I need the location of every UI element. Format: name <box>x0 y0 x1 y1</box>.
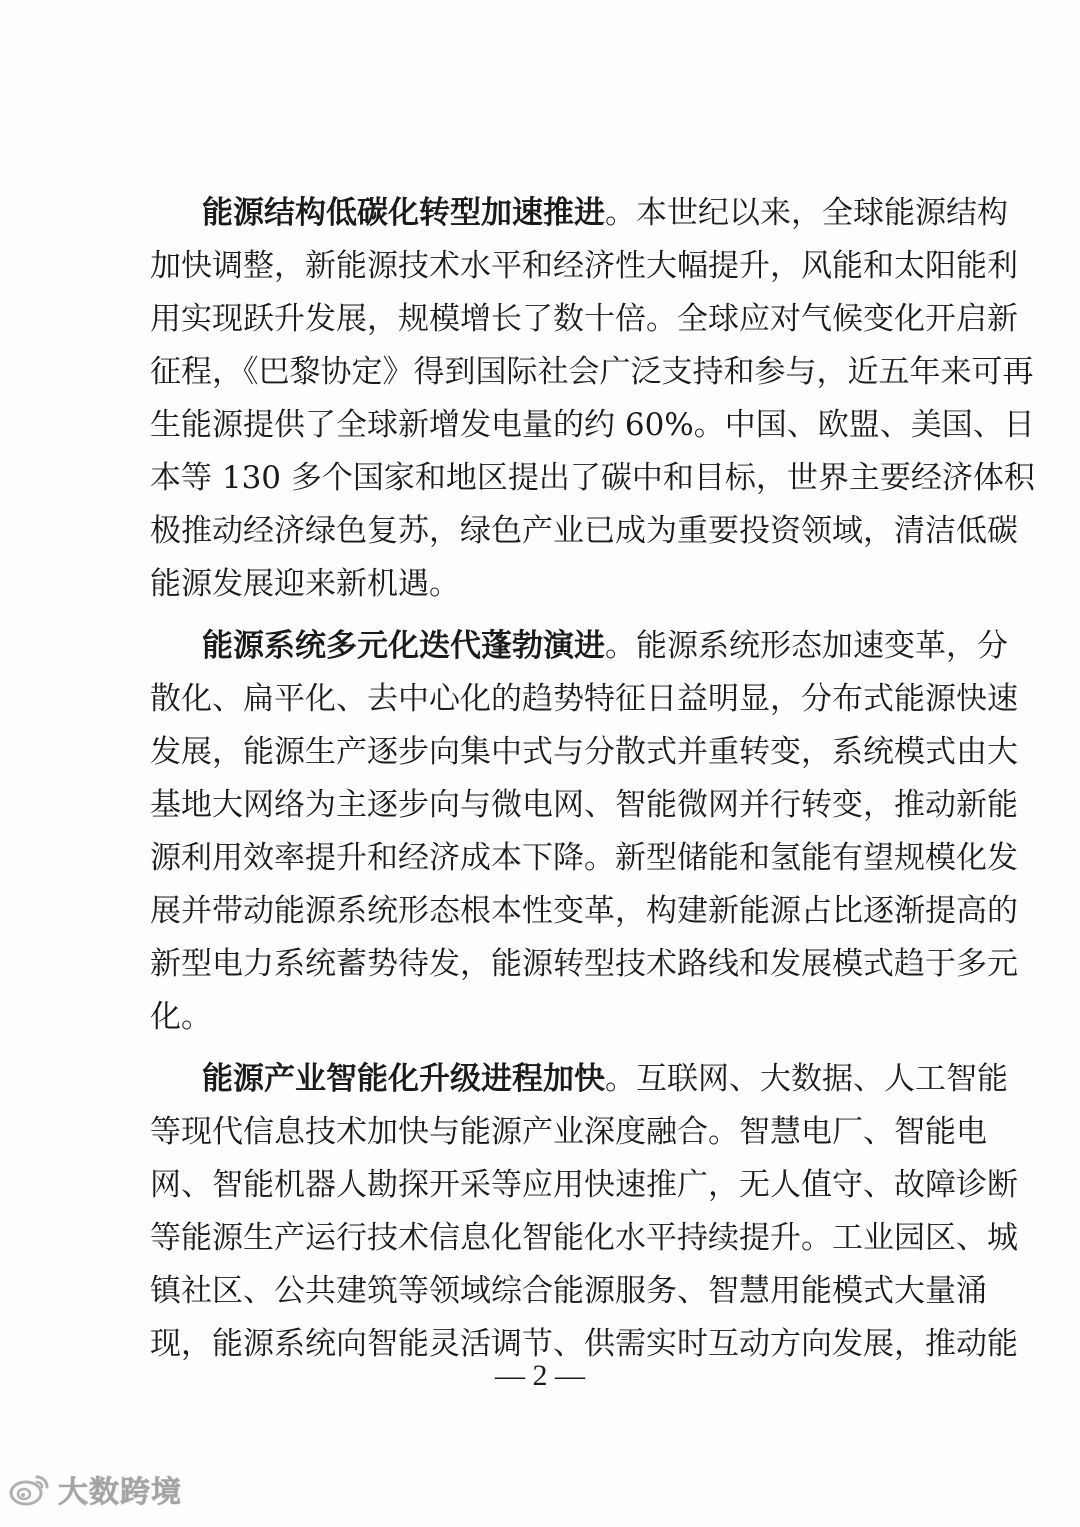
page-number: — 2 — <box>495 1359 585 1392</box>
paragraph-2-line-4: 基地大网络为主逐步向与微电网、智能微网并行转变，推动新能 <box>150 787 1018 823</box>
watermark-text: 大数跨境 <box>58 1475 182 1510</box>
paragraph-3-line-6: 现，能源系统向智能灵活调节、供需实时互动方向发展，推动能 <box>150 1326 1018 1362</box>
watermark <box>8 1466 182 1512</box>
paragraph-1-line-2: 加快调整，新能源技术水平和经济性大幅提升，风能和太阳能利 <box>150 248 1018 284</box>
paragraph-1-line-3: 用实现跃升发展，规模增长了数十倍。全球应对气候变化开启新 <box>150 301 1018 337</box>
paragraph-2-line-2: 散化、扁平化、去中心化的趋势特征日益明显，分布式能源快速 <box>150 681 1018 717</box>
paragraph-3-line-1: 能源产业智能化升级进程加快。互联网、大数据、人工智能 <box>202 1061 1008 1097</box>
paragraph-2-line-3: 发展，能源生产逐步向集中式与分散式并重转变，系统模式由大 <box>150 734 1018 770</box>
weibo-logo-icon <box>8 1471 52 1507</box>
paragraph-3-heading: 能源产业智能化升级进程加快 <box>202 1061 605 1097</box>
paragraph-2-line-1: 能源系统多元化迭代蓬勃演进。能源系统形态加速变革，分 <box>202 628 1008 664</box>
paragraph-1-line-6: 本等 130 多个国家和地区提出了碳中和目标，世界主要经济体积 <box>150 460 1035 496</box>
paragraph-2-heading: 能源系统多元化迭代蓬勃演进 <box>202 628 605 664</box>
paragraph-1-line-5: 生能源提供了全球新增发电量的约 60%。中国、欧盟、美国、日 <box>150 407 1035 443</box>
paragraph-1-line-1: 能源结构低碳化转型加速推进。本世纪以来，全球能源结构 <box>202 195 1008 231</box>
paragraph-1-line-4: 征程，《巴黎协定》得到国际社会广泛支持和参与，近五年来可再 <box>150 354 1034 390</box>
paragraph-3-line-3: 网、智能机器人勘探开采等应用快速推广，无人值守、故障诊断 <box>150 1167 1018 1203</box>
paragraph-1-line-7: 极推动经济绿色复苏，绿色产业已成为重要投资领域，清洁低碳 <box>150 513 1018 549</box>
paragraph-2-line-6: 展并带动能源系统形态根本性变革，构建新能源占比逐渐提高的 <box>150 893 1018 929</box>
paragraph-3-line-4: 等能源生产运行技术信息化智能化水平持续提升。工业园区、城 <box>150 1220 1018 1256</box>
paragraph-2-line-7: 新型电力系统蓄势待发，能源转型技术路线和发展模式趋于多元 <box>150 946 1018 982</box>
paragraph-1-line-8: 能源发展迎来新机遇。 <box>150 566 460 602</box>
paragraph-1-heading: 能源结构低碳化转型加速推进 <box>202 195 605 231</box>
paragraph-2-line-8: 化。 <box>150 999 212 1035</box>
paragraph-2-line-5: 源利用效率提升和经济成本下降。新型储能和氢能有望规模化发 <box>150 840 1018 876</box>
paragraph-3-line-5: 镇社区、公共建筑等领域综合能源服务、智慧用能模式大量涌 <box>150 1273 987 1309</box>
paragraph-3-line-2: 等现代信息技术加快与能源产业深度融合。智慧电厂、智能电 <box>150 1114 987 1150</box>
